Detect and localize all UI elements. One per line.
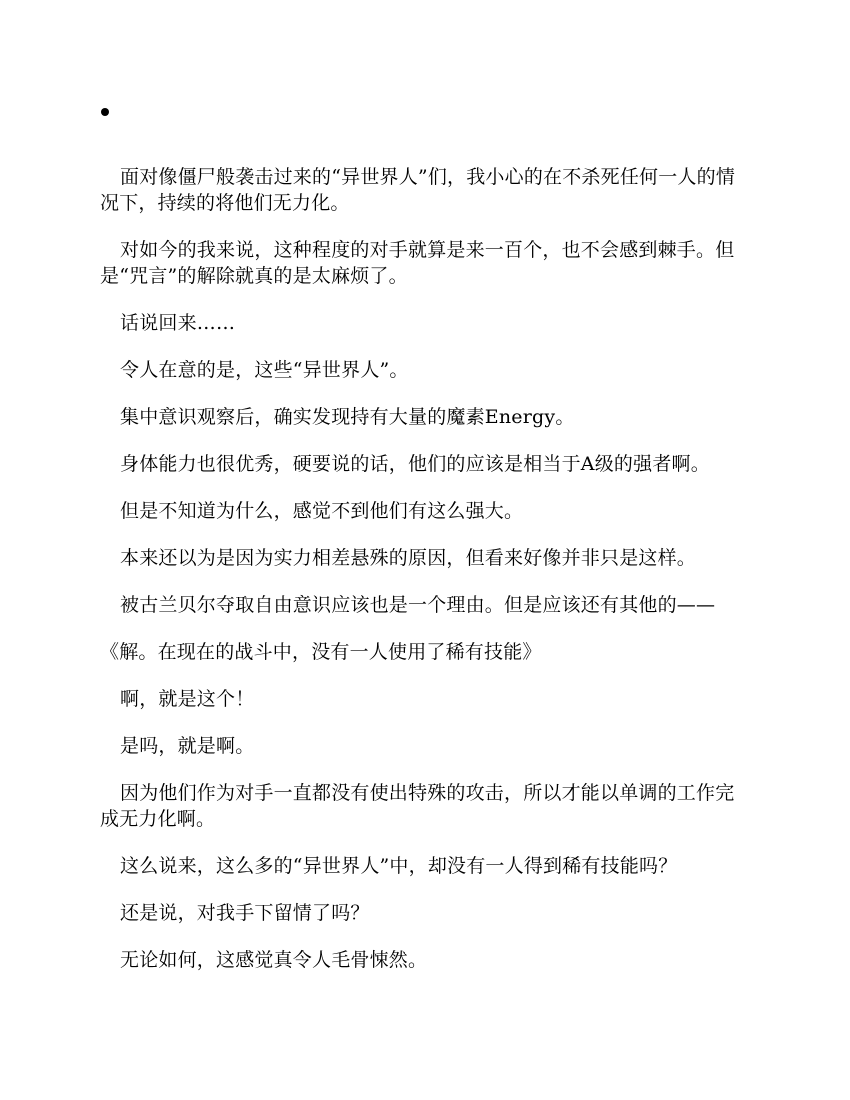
paragraph-14: 这么说来，这么多的“异世界人”中，却没有一人得到稀有技能吗？ [120,855,678,877]
paragraph-3: 话说回来…… [120,312,236,334]
paragraph-11: 啊，就是这个！ [120,688,255,710]
paragraph-1: 面对像僵尸般袭击过来的“异世界人”们，我小心的在不杀死任何一人的情况下，持续的将他们无力化。 [100,166,736,214]
paragraph-9: 被古兰贝尔夺取自由意识应该也是一个理由。但是应该还有其他的—— [120,594,716,616]
paragraph-10: 《解。在现在的战斗中，没有一人使用了稀有技能》 [100,641,542,663]
paragraph-5: 集中意识观察后，确实发现持有大量的魔素Energy。 [120,406,575,428]
document-page [100,100,750,994]
paragraph-16: 无论如何，这感觉真令人毛骨悚然。 [120,949,428,971]
paragraph-15: 还是说，对我手下留情了吗？ [120,902,370,924]
paragraph-13: 因为他们作为对手一直都没有使出特殊的攻击，所以才能以单调的工作完成无力化啊。 [100,782,735,830]
paragraph-7: 但是不知道为什么，感觉不到他们有这么强大。 [120,500,524,522]
paragraph-12: 是吗，就是啊。 [120,735,255,757]
paragraph-8: 本来还以为是因为实力相差悬殊的原因，但看来好像并非只是这样。 [120,547,697,569]
paragraph-4: 令人在意的是，这些“异世界人”。 [120,359,409,381]
bullet-marker [101,108,109,116]
paragraph-2: 对如今的我来说，这种程度的对手就算是来一百个，也不会感到棘手。但是“咒言”的解除就真的是太麻烦了。 [100,239,735,287]
paragraph-6: 身体能力也很优秀，硬要说的话，他们的应该是相当于A级的强者啊。 [120,453,710,475]
